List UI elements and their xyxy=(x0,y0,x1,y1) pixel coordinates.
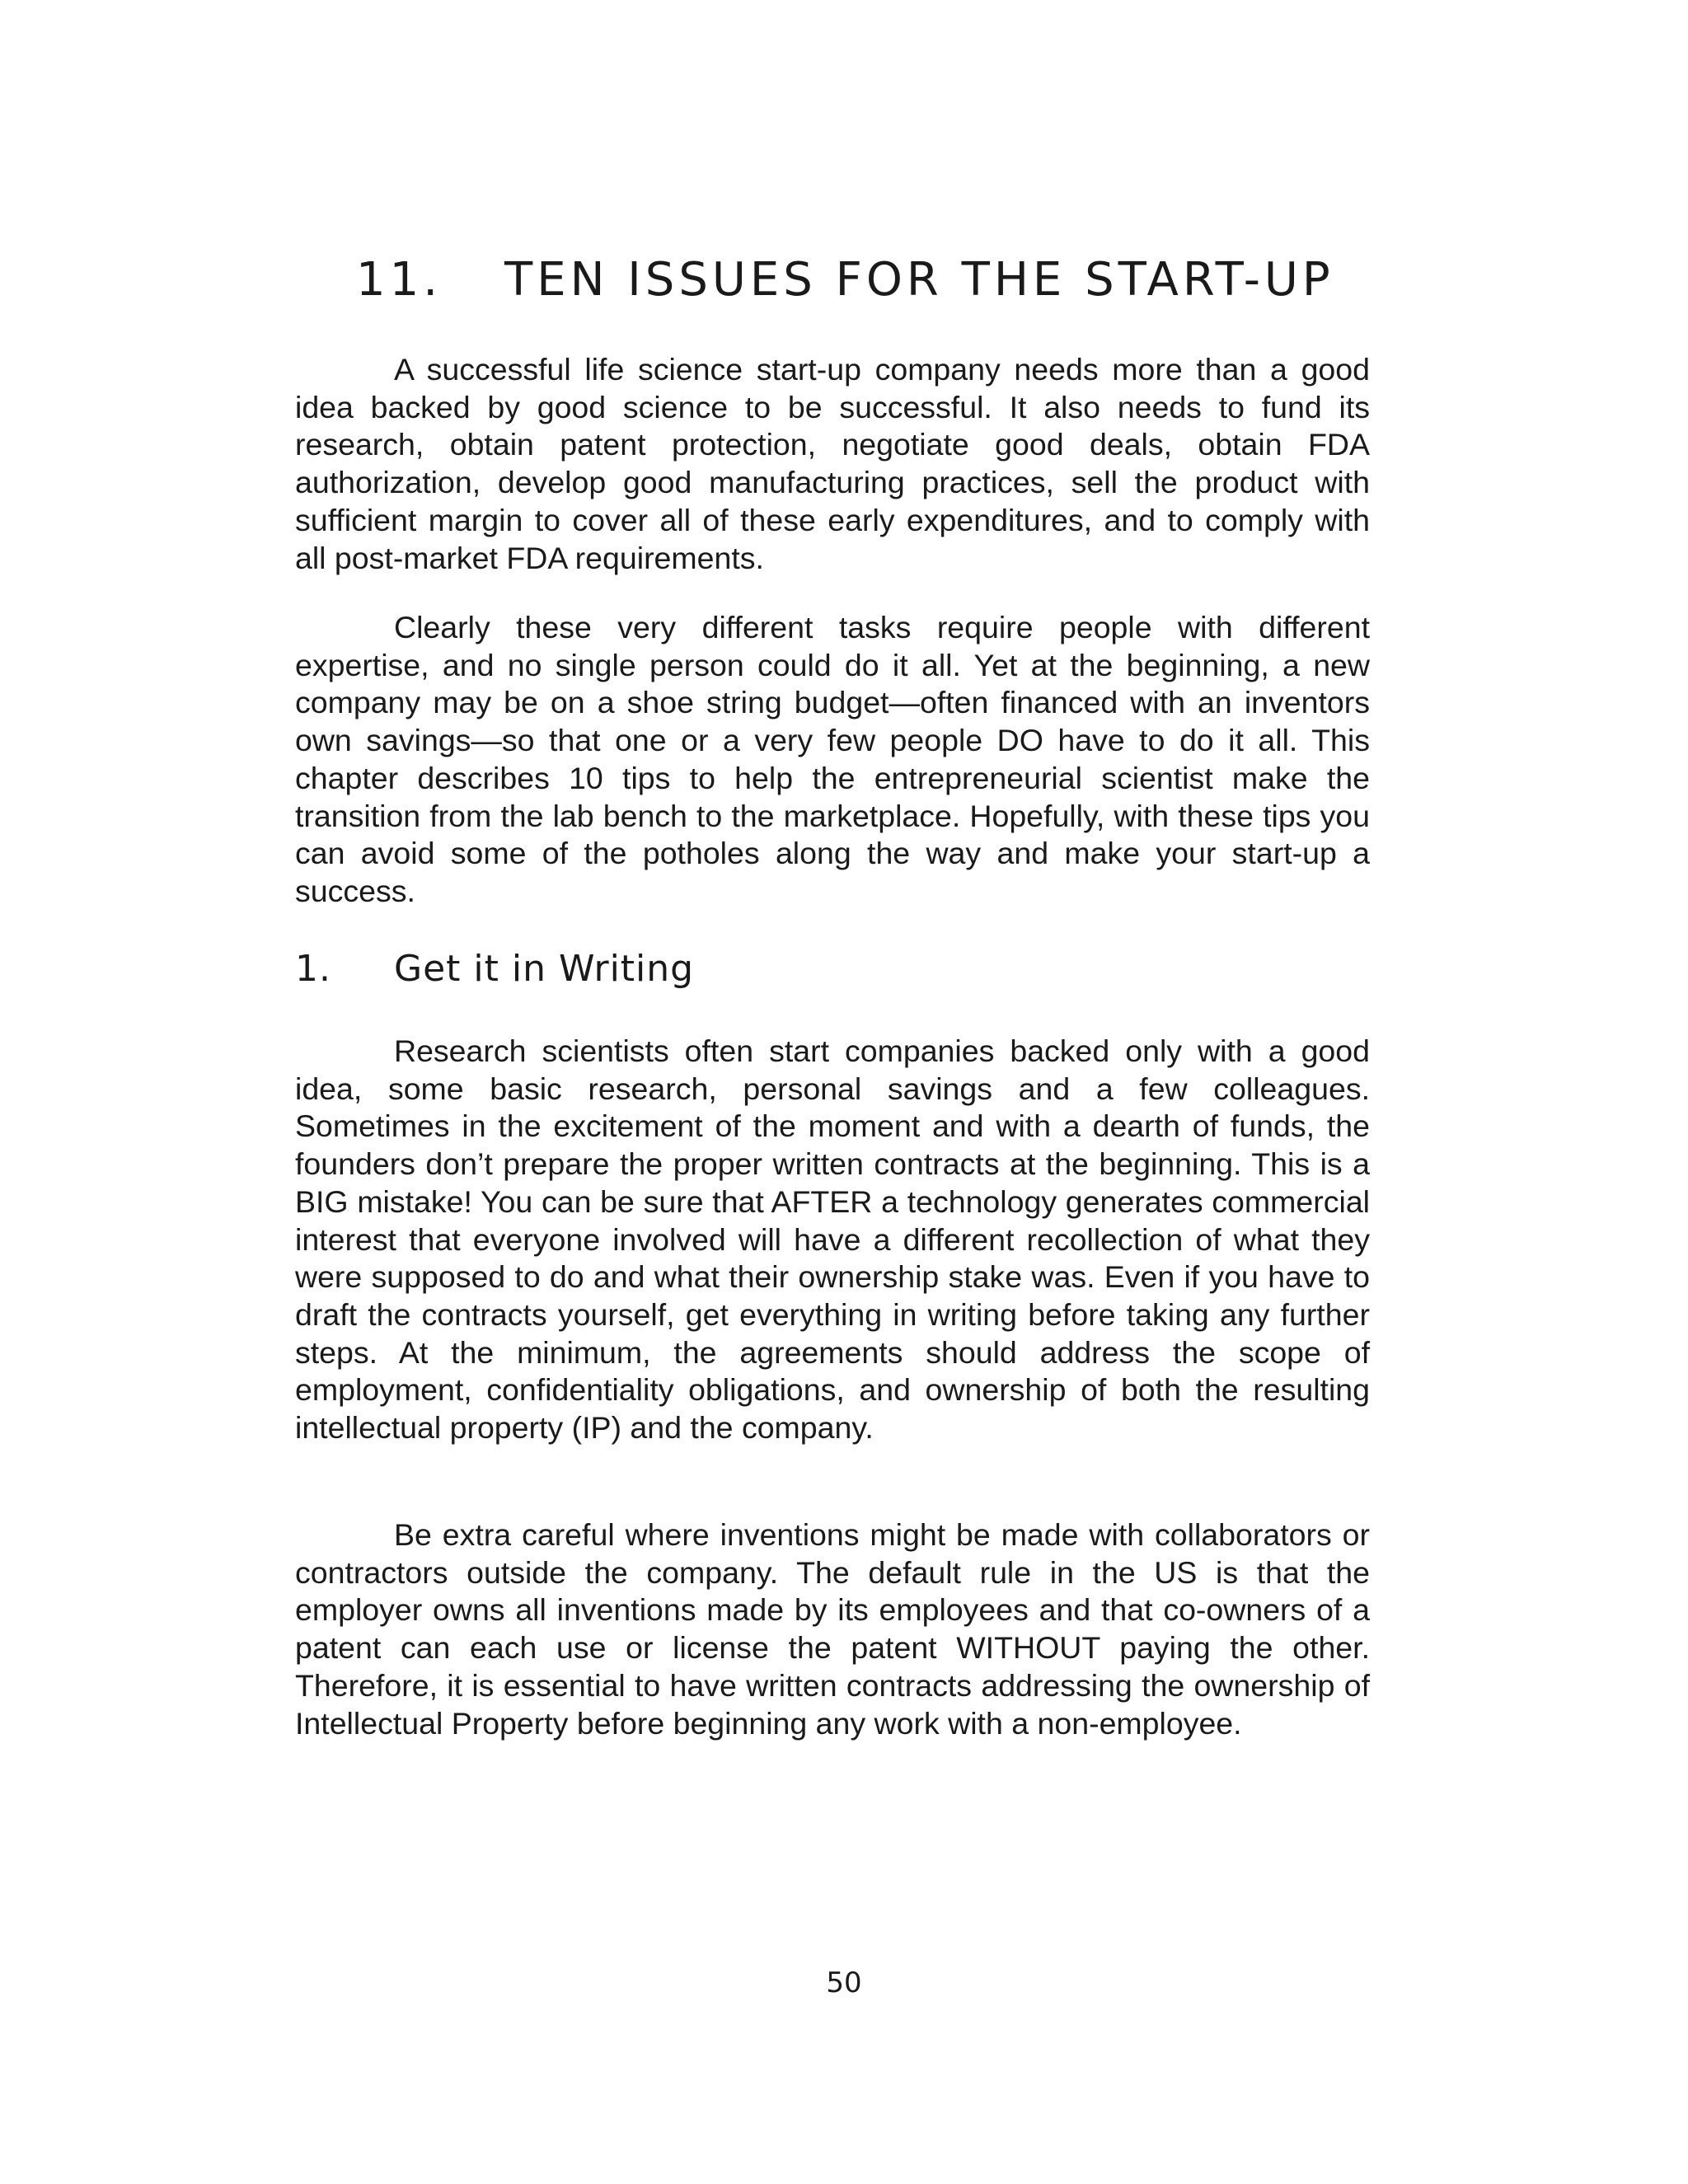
chapter-number: 11. xyxy=(356,253,443,307)
section-paragraph-1: Research scientists often start companies backed only with a good idea, some basic research, personal savings and a few colleagues. Sometimes in the excitement of the moment and with a dearth of funds, the founders don’t prepare the proper written contracts at the beginning. This is a BIG mistake! You can be sure that AFTER a technology generates commercial interest that everyone involved will have a different recollection of what they were supposed to do and what their ownership stake was. Even if you have to draft the contracts yourself, get everything in writing before taking any further steps. At the minimum, the agreements should address the scope of employment, confidentiality obligations, and ownership of both the resulting intellectual property (IP) and the company. xyxy=(295,1033,1370,1446)
section-title: Get it in Writing xyxy=(394,948,695,990)
intro-paragraph-1: A successful life science start-up company needs more than a good idea backed by good science to be successful. It also needs to fund its research, obtain patent protection, negotiate good deals, obtain FDA authorization, develop good manufacturing practices, sell the product with sufficient margin to cover all of these early expenditures, and to comply with all post-market FDA requirements. xyxy=(295,352,1370,575)
intro-paragraph-2: Clearly these very different tasks require people with different expertise, and no single person could do it all. Yet at the beginning, a new company may be on a shoe string budget—often financed with an inventors own savings—so that one or a very few people DO have to do it all. This chapter describes 10 tips to help the entrepreneurial scientist make the transition from the lab bench to the marketplace. Hopefully, with these tips you can avoid some of the potholes along the way and make your start-up a success. xyxy=(295,610,1370,908)
chapter-title-text: TEN ISSUES FOR THE START-UP xyxy=(504,253,1334,307)
section-number: 1. xyxy=(295,948,331,990)
page-number: 50 xyxy=(826,1966,862,1999)
section-paragraph-2: Be extra careful where inventions might be made with collaborators or contractors outside the company. The default rule in the US is that the employer owns all inventions made by its employees and that co-owners of a patent can each use or license the patent WITHOUT paying the other. Therefore, it is essential to have written contracts addressing the ownership of Intellectual Property before beginning any work with a non-employee. xyxy=(295,1517,1370,1741)
chapter-title xyxy=(356,247,1334,313)
section-heading xyxy=(295,944,694,994)
